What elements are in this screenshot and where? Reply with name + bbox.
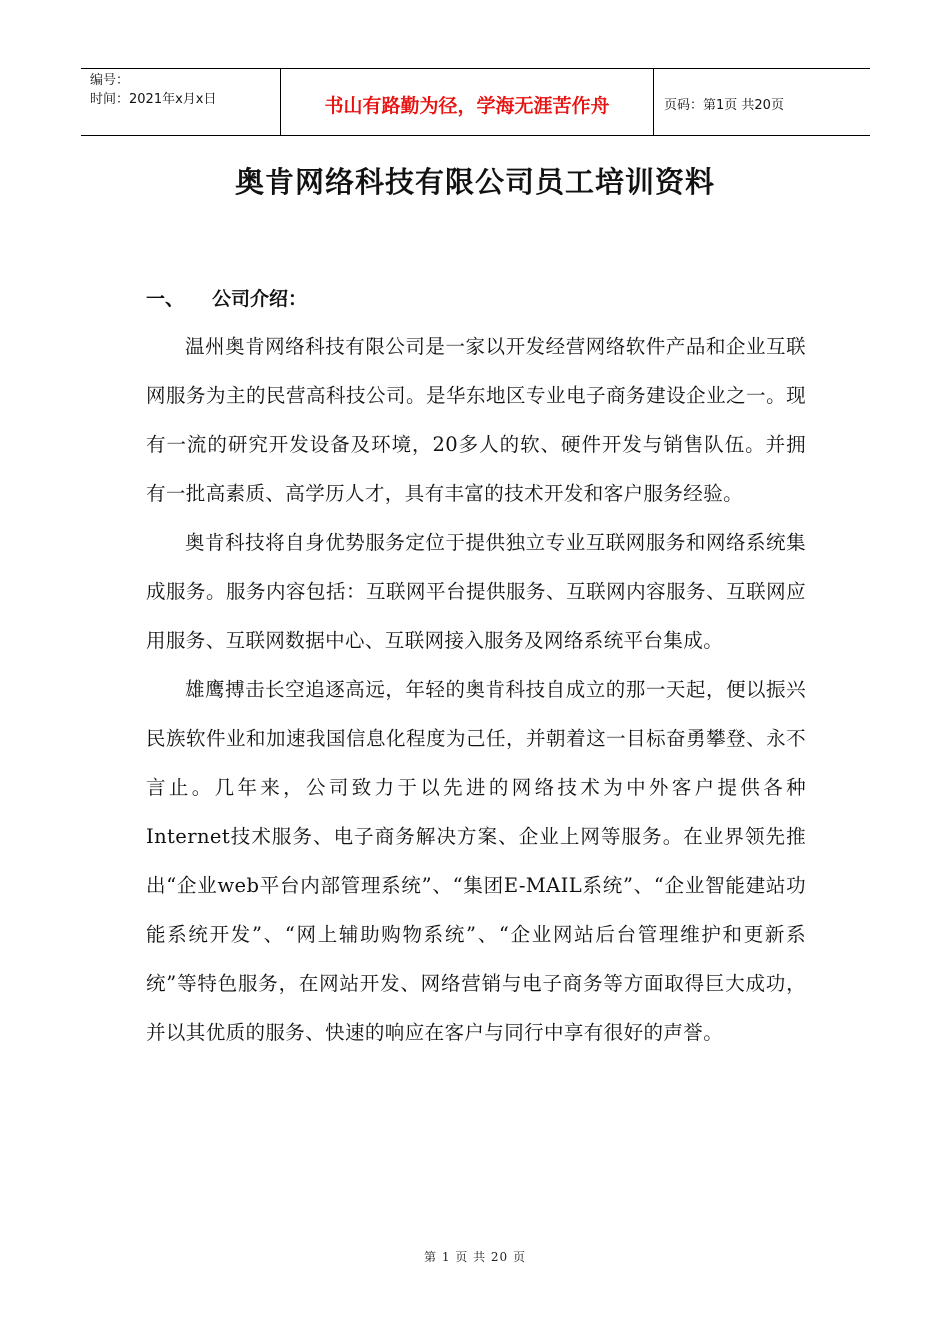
header-page-info: 页码：第1页 共20页 [664,97,784,113]
paragraph: 温州奥肯网络科技有限公司是一家以开发经营网络软件产品和企业互联网服务为主的民营高科技公司。是华东地区专业电子商务建设企业之一。现有一流的研究开发设备及环境，20多人的软、硬件开发与销售队伍。并拥有一批高素质、高学历人才，具有丰富的技术开发和客户服务经验。 [146,335,806,505]
header-motto: 书山有路勤为径，学海无涯苦作舟 [324,94,610,117]
header-table [81,68,870,136]
page-footer: 第 1 页 共 20 页 [424,1250,526,1264]
paragraph: 雄鹰搏击长空追逐高远，年轻的奥肯科技自成立的那一天起，便以振兴民族软件业和加速我国信息化程度为己任，并朝着这一目标奋勇攀登、永不言止。几年来，公司致力于以先进的网络技术为中外客户提供各种Internet技术服务、电子商务解决方案、企业上网等服务。在业界领先推出“企业web平台内部管理系统”、“集团E-MAIL系统”、“企业智能建站功能系统开发”、“网上辅助购物系统”、“企业网站后台管理维护和更新系统”等特色服务，在网站开发、网络营销与电子商务等方面取得巨大成功，并以其优质的服务、快速的响应在客户与同行中享有很好的声誉。 [146,678,806,1044]
document-number-label: 编号： [90,73,130,88]
document-title: 奥肯网络科技有限公司员工培训资料 [234,165,715,199]
header-motto-cell [281,69,654,135]
header-meta-cell [81,69,281,135]
body-text [146,322,806,1057]
section-heading [146,284,307,311]
section-number: 一、 [146,288,185,310]
document-time-label: 时间：2021年x月x日 [90,92,217,107]
header-page-cell [654,69,870,135]
section-title: 公司介绍： [212,288,308,310]
paragraph: 奥肯科技将自身优势服务定位于提供独立专业互联网服务和网络系统集成服务。服务内容包括：互联网平台提供服务、互联网内容服务、互联网应用服务、互联网数据中心、互联网接入服务及网络系统平台集成。 [146,531,806,652]
